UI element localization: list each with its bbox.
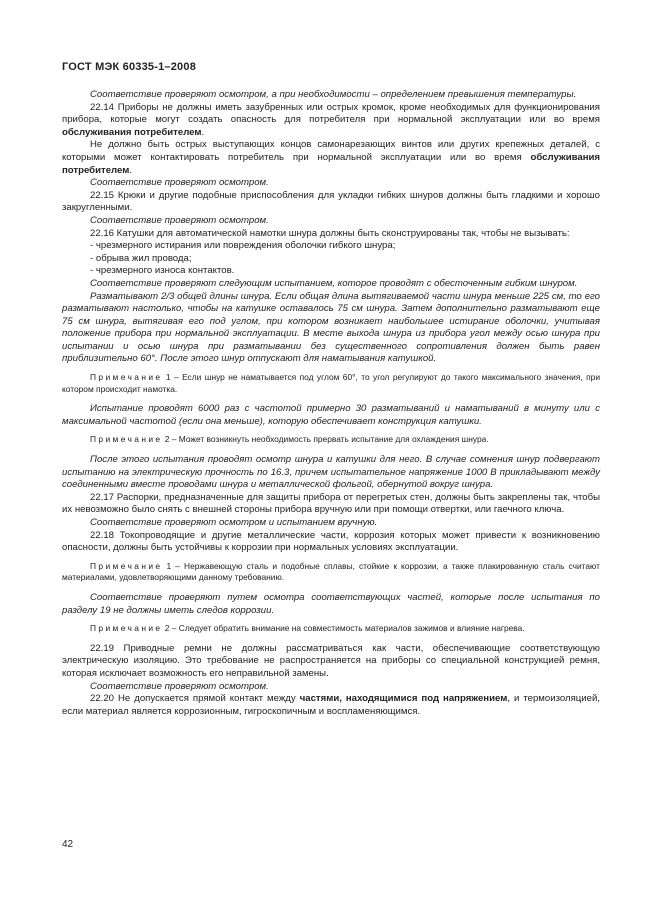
note: Примечание 2 – Следует обратить внимание на совместимость материалов зажимов и влияние нагрева. bbox=[90, 623, 525, 634]
note: Примечание 1 – Если шнур не наматывается под углом 60°, то угол регулируют до такого максимального значения, при котором происходит намотка. bbox=[62, 372, 600, 394]
clause-22-19: 22.19 Приводные ремни не должны рассматриваться как части, обеспечивающие соответствующую электрическую изоляцию. Это требование не распространяется на приборы со специальной конструкцией ремня, которая исключает возможность его неправильной замены. bbox=[62, 642, 600, 679]
clause-22-15: 22.15 Крюки и другие подобные приспособления для укладки гибких шнуров должны быть гладкими и хорошо закругленными. bbox=[62, 189, 600, 214]
paragraph: После этого испытания проводят осмотр шнура и катушки для него. В случае сомнения шнур подвергают испытанию на электрическую прочность по 16.3, причем испытательное напряжение 1000 В прикладывают между соединенными вместе проводами шнура и металлической фольгой, обернутой вокруг шнура. bbox=[62, 454, 600, 491]
clause-22-18: 22.18 Токопроводящие и другие металлические части, коррозия которых может привести к возникновению опасности, должны быть устойчивы к коррозии при нормальных условиях эксплуатации. bbox=[62, 529, 600, 554]
paragraph: Соответствие проверяют осмотром, а при необходимости – определением превышения температуры. bbox=[90, 89, 577, 100]
clause-22-17: 22.17 Распорки, предназначенные для защиты прибора от перегретых стен, должны быть закреплены так, чтобы их невозможно было снять с внешней стороны прибора вручную или при помощи отвертки, или гаечного ключа. bbox=[62, 491, 600, 516]
paragraph: Соответствие проверяют осмотром. bbox=[90, 177, 269, 189]
clause-22-16: 22.16 Катушки для автоматической намотки шнура должны быть сконструированы так, чтобы не вызывать: bbox=[90, 227, 570, 239]
document-header: ГОСТ МЭК 60335-1–2008 bbox=[62, 61, 197, 73]
paragraph: Соответствие проверяют следующим испытанием, которое проводят с обесточенным гибким шнуром. bbox=[90, 277, 578, 289]
page-number: 42 bbox=[62, 839, 74, 850]
paragraph: Соответствие проверяют осмотром и испытанием вручную. bbox=[90, 517, 378, 528]
note: Примечание 1 – Нержавеющую сталь и подобные сплавы, стойкие к коррозии, а также плакированную сталь считают материалами, удовлетворяющими данному требованию. bbox=[62, 560, 600, 583]
paragraph: Соответствие проверяют осмотром. bbox=[90, 680, 269, 692]
clause-22-20: 22.20 Не допускается прямой контакт между частями, находящимися под напряжением, и термоизоляцией, если материал является коррозионным, гигроскопичным и воспламеняющимся. bbox=[62, 693, 600, 717]
page-body bbox=[62, 89, 600, 718]
paragraph: Соответствие проверяют путем осмотра соответствующих частей, которые после испытания по разделу 19 не должны иметь следов коррозии. bbox=[62, 591, 600, 616]
list-item: - чрезмерного износа контактов. bbox=[90, 265, 235, 277]
list-item: - обрыва жил провода; bbox=[90, 252, 192, 264]
paragraph: Испытание проводят 6000 раз с частотой примерно 30 разматываний и наматываний в минуту или с максимальной частотой (если она меньше), которую обеспечивает конструкция катушки. bbox=[62, 403, 600, 427]
paragraph: Не должно быть острых выступающих концов самонарезающих винтов или других крепежных деталей, с которыми может контактировать потребитель при нормальной эксплуатации или во время обслуживания потребителем. bbox=[62, 139, 600, 176]
list-item: - чрезмерного истирания или повреждения оболочки гибкого шнура; bbox=[90, 240, 396, 252]
paragraph: Разматывают 2/3 общей длины шнура. Если общая длина вытягиваемой части шнура меньше 225 см, то его разматывают настолько, чтобы на катушке оставалось 75 см шнура. Затем дополнительно разматывают еще 75 см шнура, вытягивая его под углом, при котором возникает наибольшее истирание оболочки, учитывая положение прибора при нормальной эксплуатации. В месте выхода шнура из прибора угол между осью шнура при испытании и осью шнура при разматывании без существенного сопротивления должен быть равен приблизительно 60°. После этого шнур отпускают для наматывания катушкой. bbox=[62, 290, 600, 365]
paragraph: Соответствие проверяют осмотром. bbox=[90, 214, 269, 226]
note: Примечание 2 – Может возникнуть необходимость прервать испытание для охлаждения шнура. bbox=[90, 434, 489, 445]
clause-22-14: 22.14 Приборы не должны иметь зазубренных или острых кромок, кроме необходимых для функционирования прибора, которые могут создать опасность для потребителя при нормальной эксплуатации или во время обслуживания потребителем. bbox=[62, 101, 600, 138]
